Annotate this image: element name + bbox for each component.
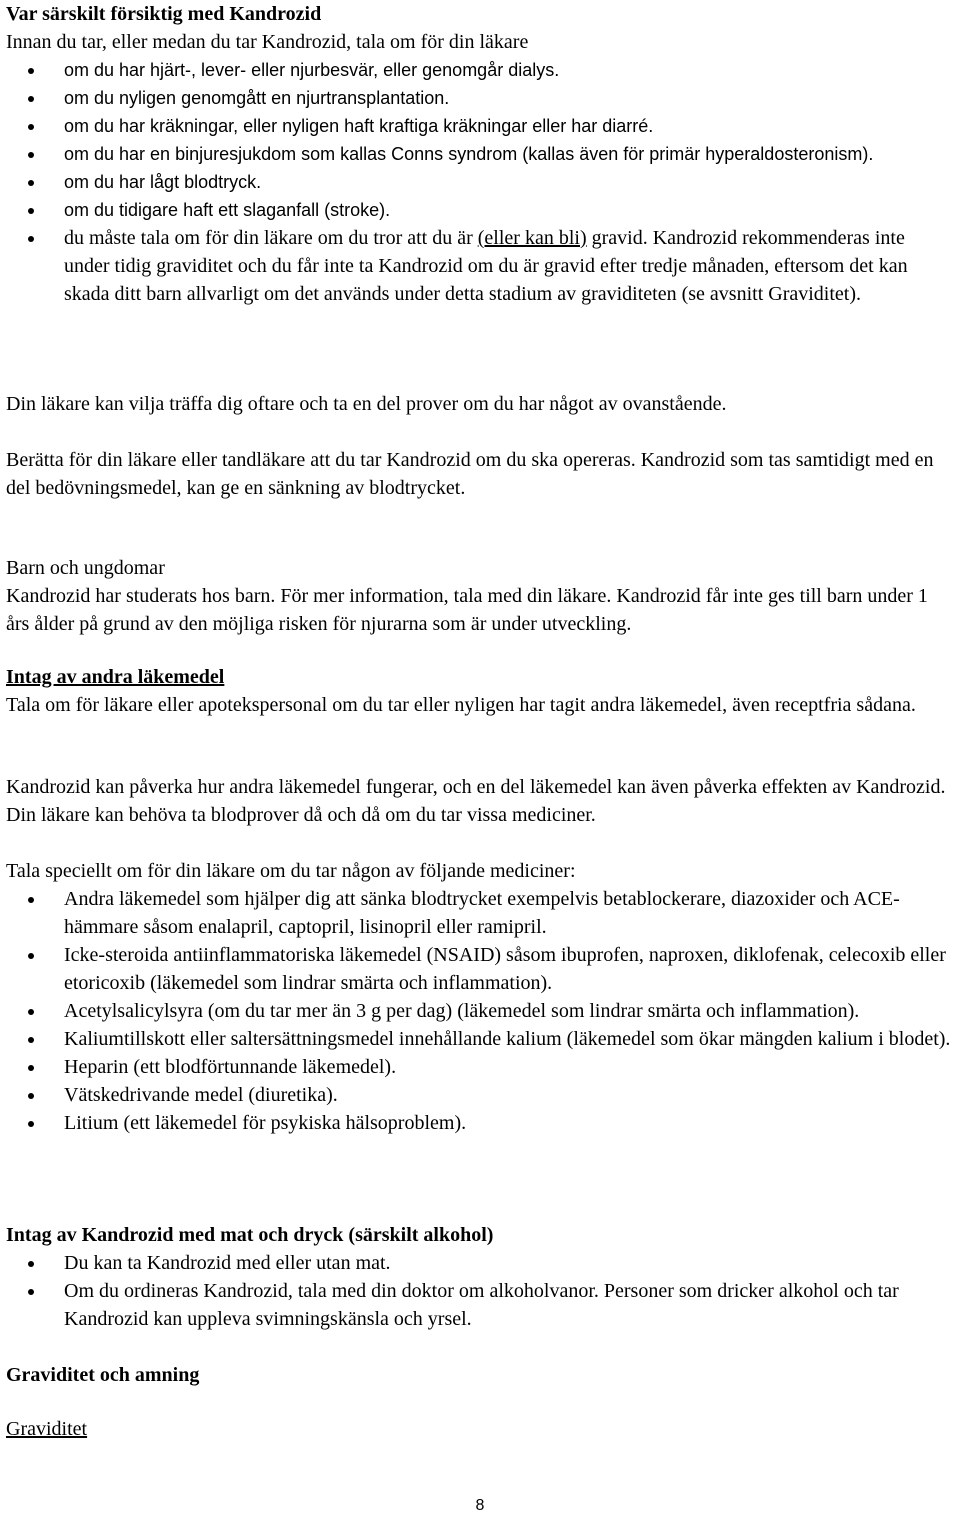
list-item: om du har en binjuresjukdom som kallas Conns syndrom (kallas även för primär hyperaldosteronism). [6,140,954,168]
precautions-section [6,0,954,308]
bullet-icon [28,1009,34,1015]
list-item: Heparin (ett blodförtunnande läkemedel). [6,1053,954,1081]
children-section [6,554,954,638]
children-heading: Barn och ungdomar [6,557,165,579]
bullet-icon [28,152,34,158]
bullet-icon [28,208,34,214]
list-item: om du nyligen genomgått en njurtransplantation. [6,84,954,112]
list-item: Om du ordineras Kandrozid, tala med din doktor om alkoholvanor. Personer som dricker alkohol och tar Kandrozid kan uppleva svimningskänsla och yrsel. [6,1277,954,1333]
pregnancy-warning-list [6,224,954,308]
bullet-icon [28,180,34,186]
list-item: Du kan ta Kandrozid med eller utan mat. [6,1249,954,1277]
list-item: Andra läkemedel som hjälper dig att sänka blodtrycket exempelvis betablockerare, diazoxider och ACE-hämmare såsom enalapril, captopril, lisinopril eller ramipril. [6,885,954,941]
bullet-icon [28,236,34,242]
bullet-icon [28,68,34,74]
food-list [6,1249,954,1333]
bullet-icon [28,1261,34,1267]
other-medicines-section [6,663,954,719]
bullet-icon [28,96,34,102]
pregnancy-subheading: Graviditet [6,1418,88,1440]
precautions-heading: Var särskilt försiktig med Kandrozid [6,3,322,25]
list-item: Litium (ett läkemedel för psykiska hälsoproblem). [6,1109,954,1137]
list-item: om du har lågt blodtryck. [6,168,954,196]
precautions-list [6,56,954,224]
bullet-icon [28,953,34,959]
other-medicines-p2: Kandrozid kan påverka hur andra läkemedel fungerar, och en del läkemedel kan även påverka effekten av Kandrozid. Din läkare kan behöva ta blodprover då och då om du tar vissa mediciner. [6,776,946,826]
bullet-icon [28,1289,34,1295]
medicines-intro: Tala speciellt om för din läkare om du tar någon av följande mediciner: [6,860,576,882]
bullet-icon [28,1093,34,1099]
food-section [6,1221,954,1333]
list-item: om du tidigare haft ett slaganfall (stroke). [6,196,954,224]
list-item: Vätskedrivande medel (diuretika). [6,1081,954,1109]
children-text: Kandrozid har studerats hos barn. För mer information, tala med din läkare. Kandrozid får inte ges till barn under 1 års ålder på grund av den möjliga risken för njurarna som är under utveckling. [6,585,928,635]
bullet-icon [28,1121,34,1127]
medicines-list-section [6,857,954,1137]
precautions-intro: Innan du tar, eller medan du tar Kandrozid, tala om för din läkare [6,31,529,53]
list-item: om du har kräkningar, eller nyligen haft kraftiga kräkningar eller har diarré. [6,112,954,140]
list-item: Icke-steroida antiinflammatoriska läkemedel (NSAID) såsom ibuprofen, naproxen, diklofenak, celecoxib eller etoricoxib (läkemedel som lindrar smärta och inflammation). [6,941,954,997]
bullet-icon [28,897,34,903]
tests-paragraph: Din läkare kan vilja träffa dig oftare och ta en del prover om du har något av ovanstående. [6,393,727,415]
pregnancy-heading: Graviditet och amning [6,1364,200,1386]
other-medicines-heading: Intag av andra läkemedel [6,666,225,688]
page-number: 8 [475,1497,485,1514]
surgery-paragraph: Berätta för din läkare eller tandläkare att du tar Kandrozid om du ska opereras. Kandrozid som tas samtidigt med en del bedövningsmedel, kan ge en sänkning av blodtrycket. [6,449,934,499]
bullet-icon [28,1065,34,1071]
other-medicines-p1: Tala om för läkare eller apotekspersonal om du tar eller nyligen har tagit andra läkemedel, även receptfria sådana. [6,694,916,716]
list-item: Acetylsalicylsyra (om du tar mer än 3 g per dag) (läkemedel som lindrar smärta och inflammation). [6,997,954,1025]
list-item: Kaliumtillskott eller saltersättningsmedel innehållande kalium (läkemedel som ökar mängden kalium i blodet). [6,1025,954,1053]
list-item: du måste tala om för din läkare om du tror att du är (eller kan bli) gravid. Kandrozid rekommenderas inte under tidig graviditet och du får inte ta Kandrozid om du är gravid efter tredje månaden, eftersom det kan skada ditt barn allvarligt om det används under detta stadium av graviditeten (se avsnitt Graviditet). [6,224,954,308]
medicines-list [6,885,954,1137]
food-heading: Intag av Kandrozid med mat och dryck (särskilt alkohol) [6,1224,494,1246]
bullet-icon [28,1037,34,1043]
list-item: om du har hjärt-, lever- eller njurbesvär, eller genomgår dialys. [6,56,954,84]
bullet-icon [28,124,34,130]
